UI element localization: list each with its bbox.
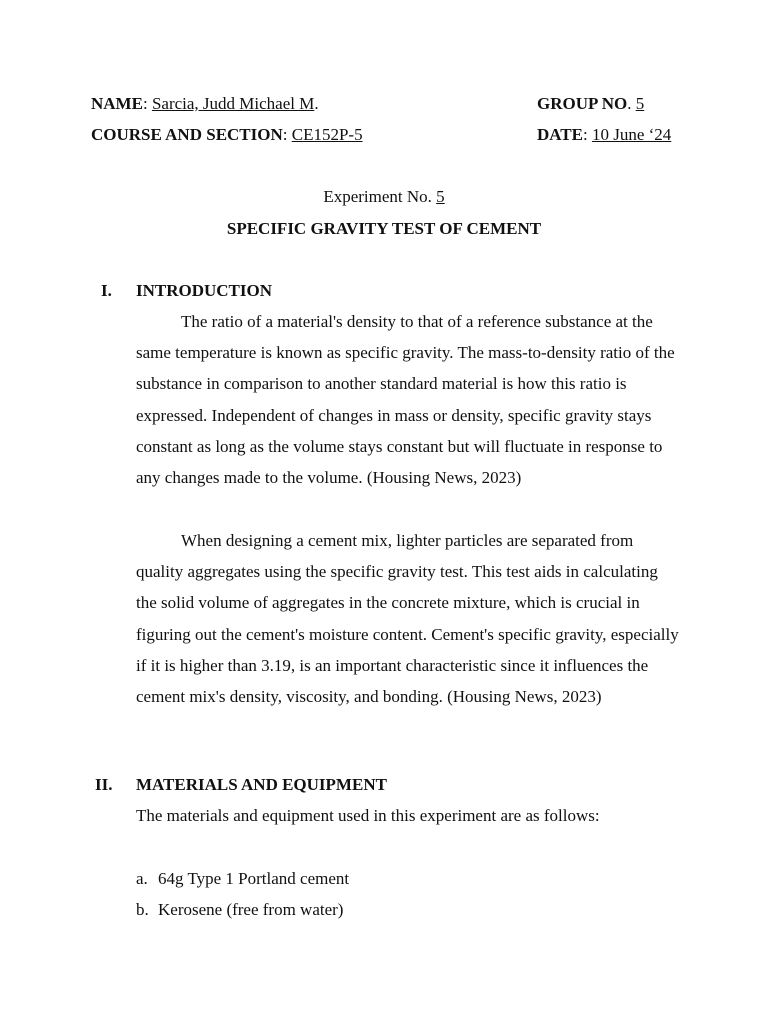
experiment-title: SPECIFIC GRAVITY TEST OF CEMENT	[226, 219, 542, 238]
materials-intro: The materials and equipment used in this experiment are as follows:	[136, 806, 600, 825]
intro-paragraph-2	[136, 525, 681, 712]
name-label: NAME	[91, 94, 143, 113]
experiment-number-value: 5	[436, 187, 445, 206]
section-1-numeral: I.	[101, 281, 112, 300]
list-item-text: 64g Type 1 Portland cement	[158, 869, 350, 888]
date-line: DATE: 10 June ‘24	[537, 125, 672, 144]
section-1-heading: INTRODUCTION	[136, 281, 273, 300]
group-line: GROUP NO. 5	[537, 94, 645, 113]
list-item	[136, 869, 148, 889]
date-label: DATE	[537, 125, 583, 144]
course-label: COURSE AND SECTION	[91, 125, 283, 144]
name-line: NAME: Sarcia, Judd Michael M.	[91, 94, 319, 113]
date-value: 10 June ‘24	[591, 125, 672, 144]
section-2-heading: MATERIALS AND EQUIPMENT	[136, 775, 387, 794]
intro-paragraph-1	[136, 306, 681, 493]
course-line: COURSE AND SECTION: CE152P-5	[91, 125, 363, 144]
group-value: 5	[635, 94, 645, 113]
list-marker: a.	[136, 869, 148, 888]
list-marker: b.	[136, 900, 149, 919]
list-item-text: Kerosene (free from water)	[158, 900, 344, 919]
paragraph-text: The ratio of a material's density to that of a reference substance at the same temperature is known as specific gravity. The mass-to-density ratio of the substance in comparison to another standard material is how this ratio is expressed. Independent of changes in mass or density, specific gravity stays constant as long as the volume stays constant but will fluctuate in response to any changes made to the volume. (Housing News, 2023)	[136, 312, 675, 488]
list-item	[136, 900, 149, 920]
experiment-number-label: Experiment No.	[323, 187, 437, 206]
group-label: GROUP NO	[537, 94, 628, 113]
paragraph-text: When designing a cement mix, lighter particles are separated from quality aggregates using the specific gravity test. This test aids in calculating the solid volume of aggregates in the concrete mixture, which is crucial in figuring out the cement's moisture content. Cement's specific gravity, especially if it is higher than 3.19, is an important characteristic since it influences the cement mix's density, viscosity, and bonding. (Housing News, 2023)	[136, 531, 679, 707]
name-value: Sarcia, Judd Michael M	[151, 94, 315, 113]
course-value: CE152P-5	[291, 125, 363, 144]
section-2-numeral: II.	[95, 775, 113, 794]
experiment-number	[0, 187, 768, 207]
